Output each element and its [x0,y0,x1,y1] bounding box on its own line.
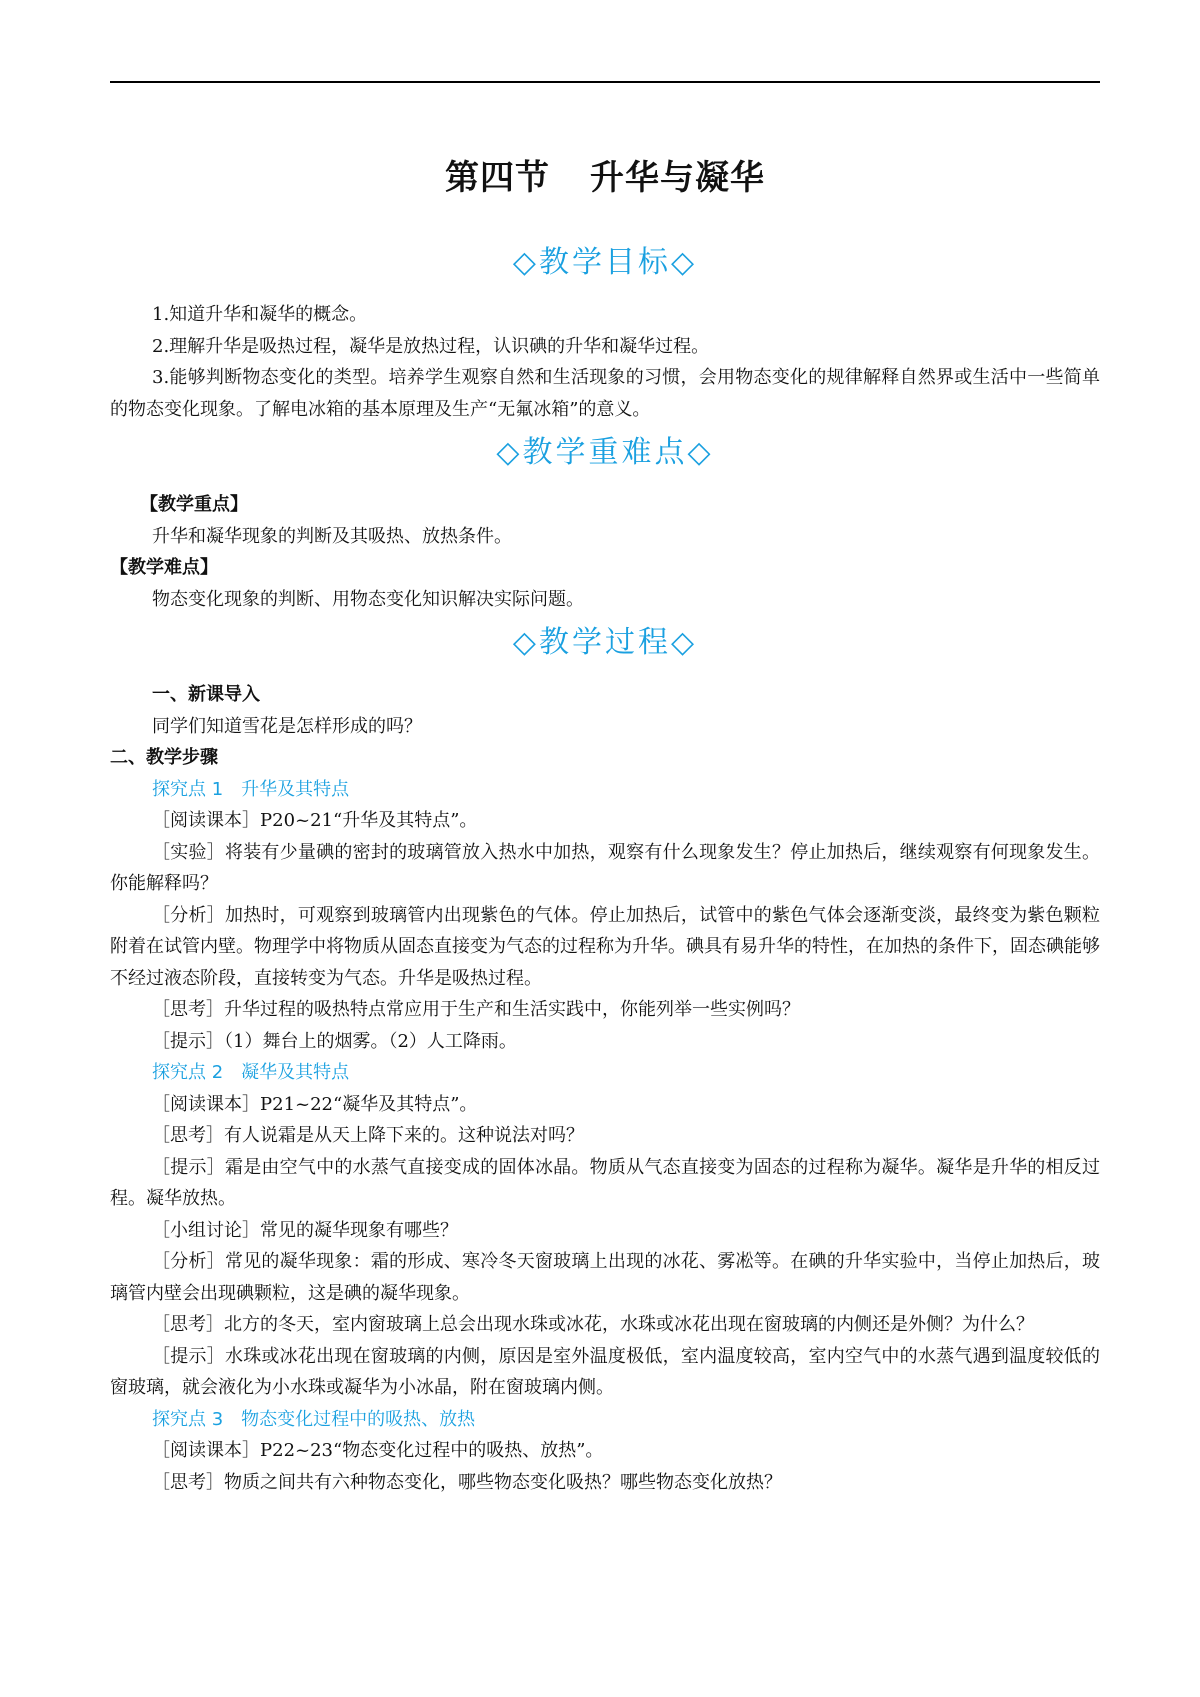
read-tag: ［阅读课本］ [152,810,260,831]
think-text: 北方的冬天，室内窗玻璃上总会出现水珠或冰花，水珠或冰花出现在窗玻璃的内侧还是外侧？为什么？ [224,1314,1034,1335]
analysis-tag: ［分析］ [152,1251,225,1272]
discussion-tag: ［小组讨论］ [152,1219,260,1241]
point2-heading: 探究点 2 凝华及其特点 [152,1062,350,1083]
difficulty-heading: 【教学难点】 [110,557,218,578]
section-heading-process: ◇教学过程◇ [512,625,698,660]
hint-tag: ［提示］ [152,1030,224,1052]
discussion-text: 常见的凝华现象有哪些？ [260,1219,458,1241]
read-text: P21~22“凝华及其特点”。 [260,1093,478,1115]
objective-item: 3.能够判断物态变化的类型。培养学生观察自然和生活现象的习惯，会用物态变化的规律解释自然界或生活中一些简单的物态变化现象。了解电冰箱的基本原理及生产“无氟冰箱”的意义。 [110,367,1100,420]
hint-tag: ［提示］ [152,1345,225,1367]
read-text: P22~23“物态变化过程中的吸热、放热”。 [260,1440,604,1461]
read-text: P20~21“升华及其特点”。 [260,810,478,831]
hint-text: 霜是由空气中的水蒸气直接变成的固体冰晶。物质从气态直接变为固态的过程称为凝华。凝华是升华的相反过程。凝华放热。 [110,1156,1101,1209]
think-tag: ［思考］ [152,1471,224,1493]
objective-item: 2.理解升华是吸热过程，凝华是放热过程，认识碘的升华和凝华过程。 [152,335,710,357]
header-rule [110,81,1100,83]
hint-text: （1）舞台上的烟雾。（2）人工降雨。 [224,1030,517,1052]
section-heading-objectives: ◇教学目标◇ [512,245,698,280]
analysis-text: 加热时，可观察到玻璃管内出现紫色的气体。停止加热后，试管中的紫色气体会逐渐变淡，最终变为紫色颗粒附着在试管内壁。物理学中将物质从固态直接变为气态的过程称为升华。碘具有易升华的特性，在加热的条件下，固态碘能够不经过液态阶段，直接转变为气态。升华是吸热过程。 [110,904,1101,989]
page-title [110,150,1100,199]
focus-text: 升华和凝华现象的判断及其吸热、放热条件。 [152,525,512,547]
point3-heading: 探究点 3 物态变化过程中的吸热、放热 [152,1408,476,1430]
document-body [110,140,1100,1498]
objective-item: 1.知道升华和凝华的概念。 [152,304,368,325]
title-topic: 升华与凝华 [590,158,765,198]
think-tag: ［思考］ [152,999,224,1020]
point1-heading: 探究点 1 升华及其特点 [152,778,350,800]
difficulty-text: 物态变化现象的判断、用物态变化知识解决实际问题。 [152,588,584,610]
think-text: 有人说霜是从天上降下来的。这种说法对吗？ [224,1125,584,1146]
read-tag: ［阅读课本］ [152,1093,260,1115]
think-text: 升华过程的吸热特点常应用于生产和生活实践中，你能列举一些实例吗？ [224,999,800,1020]
read-tag: ［阅读课本］ [152,1440,260,1461]
title-section-number: 第四节 [445,158,550,198]
section-heading-keypoints: ◇教学重难点◇ [496,435,714,470]
steps-heading: 二、教学步骤 [110,747,218,768]
hint-tag: ［提示］ [152,1156,225,1178]
think-tag: ［思考］ [152,1125,224,1146]
intro-heading: 一、新课导入 [152,684,260,705]
focus-heading: 【教学重点】 [140,494,248,515]
experiment-tag: ［实验］ [152,841,225,863]
experiment-text: 将装有少量碘的密封的玻璃管放入热水中加热，观察有什么现象发生？停止加热后，继续观察有何现象发生。你能解释吗？ [110,841,1101,894]
analysis-text: 常见的凝华现象：霜的形成、寒冷冬天窗玻璃上出现的冰花、雾凇等。在碘的升华实验中，当停止加热后，玻璃管内壁会出现碘颗粒，这是碘的凝华现象。 [110,1251,1101,1304]
intro-text: 同学们知道雪花是怎样形成的吗？ [152,715,422,737]
hint-text: 水珠或冰花出现在窗玻璃的内侧，原因是室外温度极低，室内温度较高，室内空气中的水蒸气遇到温度较低的窗玻璃，就会液化为小水珠或凝华为小冰晶，附在窗玻璃内侧。 [110,1345,1101,1398]
think-tag: ［思考］ [152,1314,224,1335]
think-text: 物质之间共有六种物态变化，哪些物态变化吸热？哪些物态变化放热？ [224,1471,782,1493]
analysis-tag: ［分析］ [152,904,225,926]
